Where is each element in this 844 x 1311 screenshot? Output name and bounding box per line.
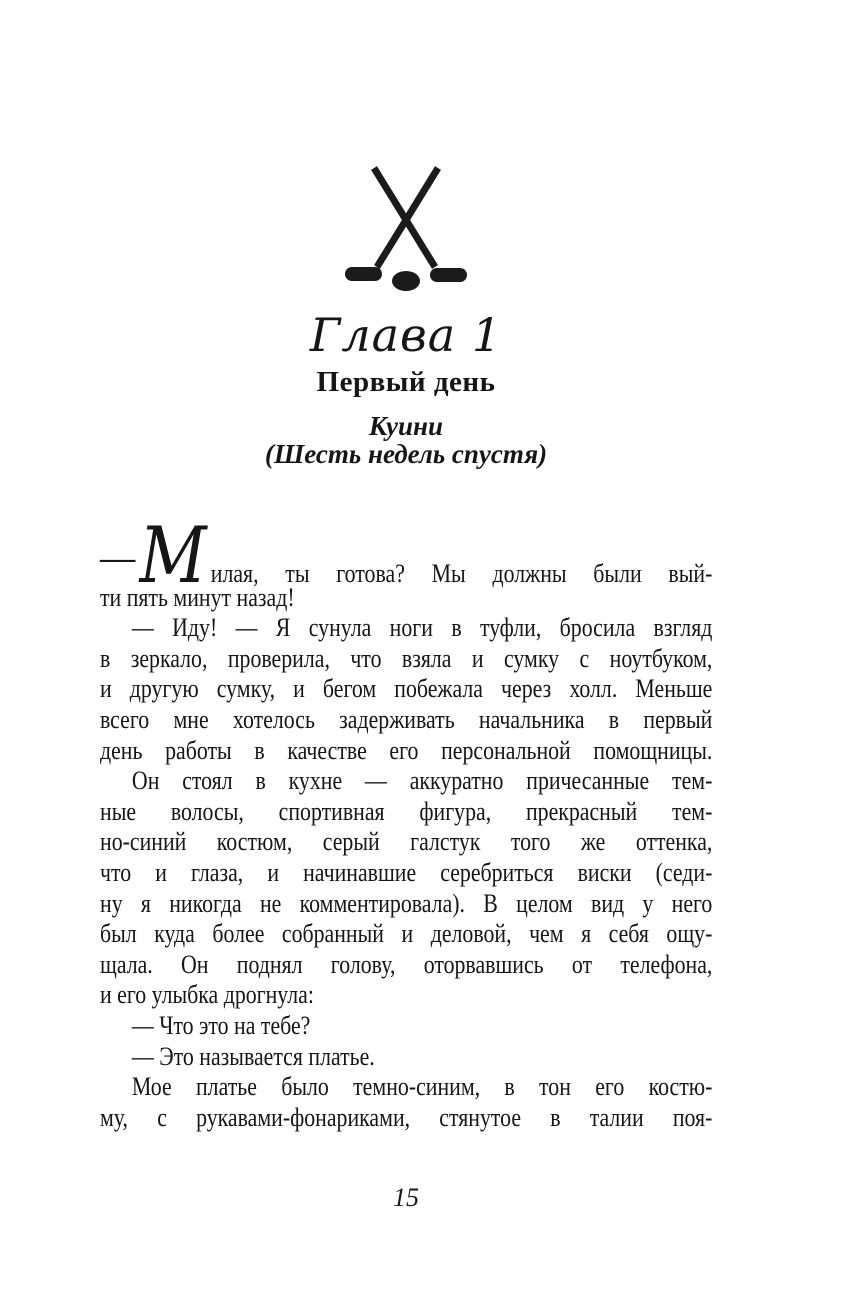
chapter-ornament — [344, 166, 468, 292]
text-line: — Что это на тебе? — [131, 1010, 311, 1040]
text-line: но-синий костюм, серый галстук того же оттенка, — [100, 827, 713, 857]
text-line: — Это называется платье. — [131, 1041, 375, 1071]
text-line: ти пять минут назад! — [100, 582, 295, 612]
chapter-script-heading: Глава 1 — [309, 308, 503, 362]
text-line: и его улыбка дрогнула: — [100, 980, 314, 1010]
text-line: и другую сумку, и бегом побежала через холл. Меньше — [100, 674, 713, 704]
pov-name: Куини — [368, 411, 444, 441]
dropcap-dash: — — [100, 535, 136, 581]
crossed-hockey-sticks-icon — [344, 166, 468, 292]
chapter-title: Первый день — [316, 366, 496, 398]
text-line: день работы в качестве его персональной помощницы. — [100, 735, 713, 765]
text-line: му, с рукавами-фонариками, стянутое в талии поя- — [100, 1102, 713, 1132]
text-line: щала. Он поднял голову, оторвавшись от телефона, — [100, 949, 713, 979]
text-line: был куда более собранный и деловой, чем я себя ощу- — [100, 919, 713, 949]
text-line: ные волосы, спортивная фигура, прекрасный тем- — [100, 796, 713, 826]
page-column — [100, 0, 712, 1213]
text-line: всего мне хотелось задерживать начальника в первый — [100, 704, 713, 734]
hockey-stick-blade — [345, 267, 382, 281]
hockey-puck-icon — [392, 271, 420, 291]
pov-subtitle: (Шесть недель спустя) — [264, 439, 548, 469]
page-number: 15 — [393, 1183, 419, 1213]
text-line: что и глаза, и начинавшие серебриться виски (седи- — [100, 857, 713, 887]
text-line: в зеркало, проверила, что взяла и сумку с ноутбуком, — [100, 643, 713, 673]
text-line: ну я никогда не комментировала). В целом вид у него — [100, 888, 713, 918]
dropcap-letter: М — [139, 511, 207, 601]
text-line: Он стоял в кухне — аккуратно причесанные тем- — [131, 766, 713, 796]
text-line: Мое платье было темно-синим, в тон его костю- — [131, 1072, 713, 1102]
text-line: — Иду! — Я сунула ноги в туфли, бросила взгляд — [131, 613, 713, 643]
hockey-stick-blade — [430, 268, 467, 282]
chapter-body-text — [100, 511, 713, 1133]
line-text: илая, ты готова? Мы должны были вый- — [210, 559, 713, 588]
